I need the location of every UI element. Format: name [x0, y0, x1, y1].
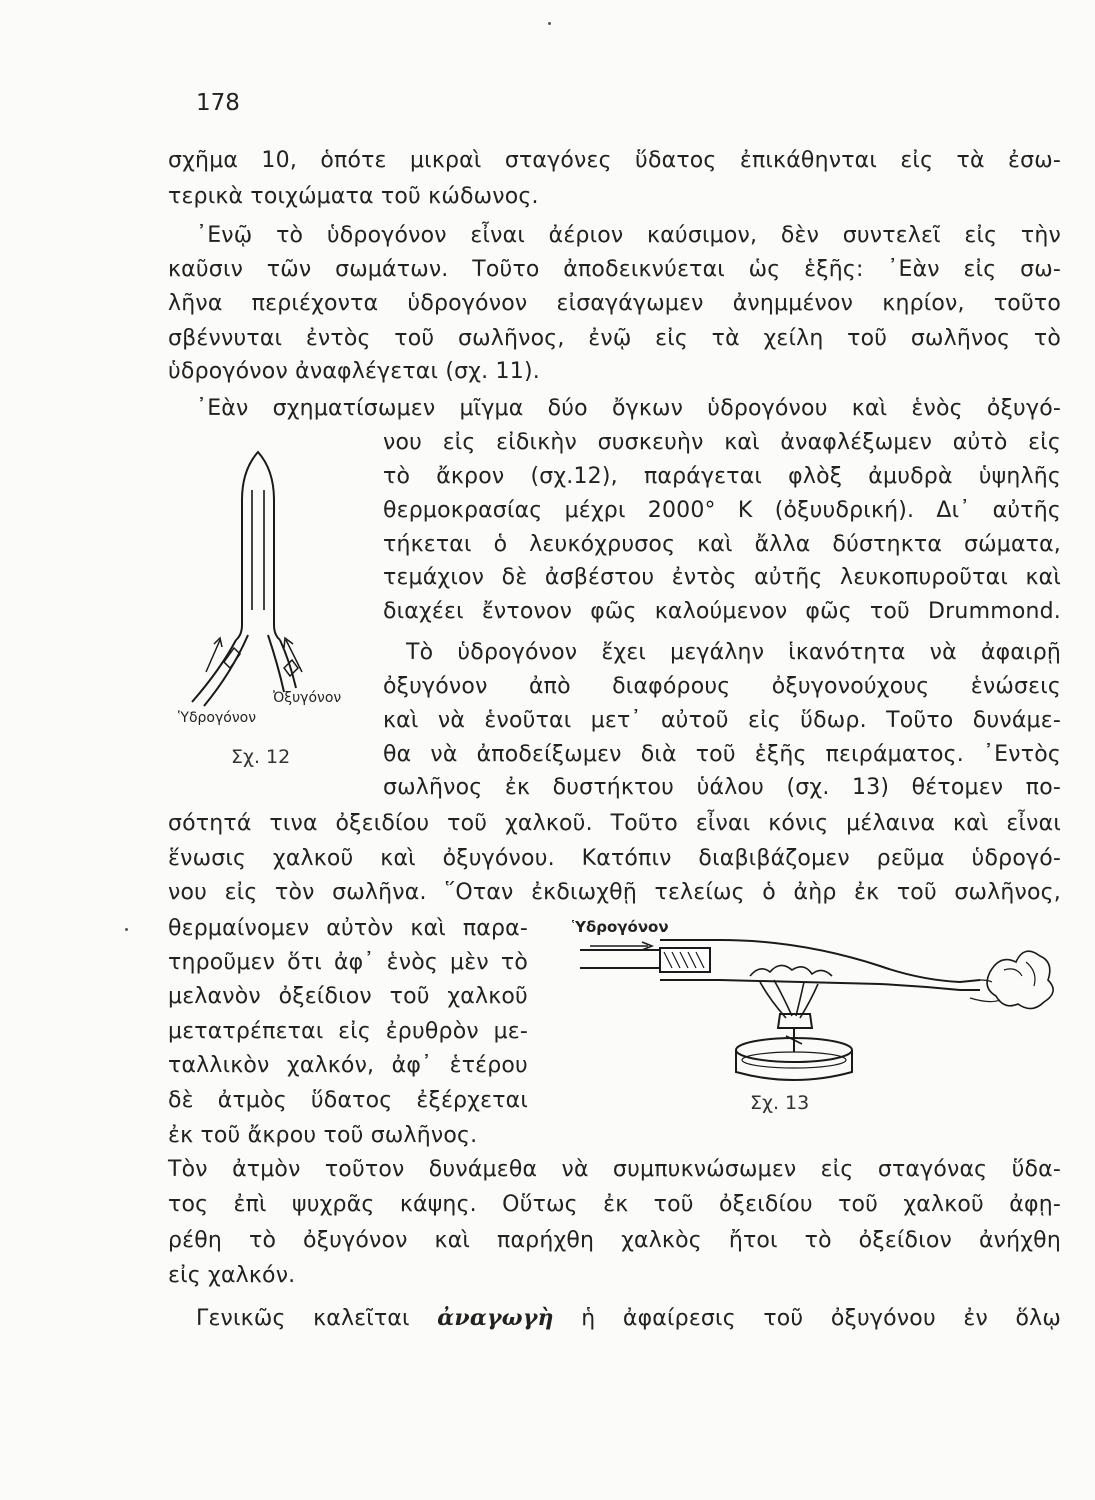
text-line: Τὸ ὑδρογόνον ἔχει μεγάλην ἱκανότητα νὰ ἀφαιρῇ	[406, 640, 1061, 665]
scan-speck	[125, 928, 128, 931]
text-line: θα νὰ ἀποδείξωμεν διὰ τοῦ ἑξῆς πειράματος. ᾿Εντὸς	[383, 742, 1061, 767]
text-line: τὸ ἄκρον (σχ.12), παράγεται φλὸξ ἀμυδρὰ ὑψηλῆς	[383, 464, 1061, 489]
text-line: ἕνωσις χαλκοῦ καὶ ὀξυγόνου. Κατόπιν διαβιβάζομεν ρεῦμα ὑδρογό-	[168, 846, 1061, 871]
text-line: διαχέει ἔντονον φῶς καλούμενον φῶς τοῦ Drummond.	[383, 599, 1061, 624]
copper-oxide	[750, 965, 832, 976]
text-line: τήκεται ὁ λευκόχρυσος καὶ ἄλλα δύστηκτα σώματα,	[383, 532, 1061, 557]
text-line: σχῆμα 10, ὁπότε μικραὶ σταγόνες ὕδατος ἐπικάθηνται εἰς τὰ ἐσω-	[168, 148, 1061, 173]
text-line: σβέννυται ἐντὸς τοῦ σωλῆνος, ἐνῷ εἰς τὰ χείλη τοῦ σωλῆνος τὸ	[168, 326, 1061, 351]
inner-tube	[252, 490, 264, 610]
text-line: θερμαίνομεν αὐτὸν καὶ παρα-	[168, 916, 528, 941]
text-line: τεμάχιον δὲ ἀσβέστου ἐντὸς αὐτῆς λευκοπυροῦται καὶ	[383, 565, 1061, 590]
text-line: τερικὰ τοιχώματα τοῦ κώδωνος.	[168, 184, 539, 209]
text-line: ρέθη τὸ ὀξυγόνον καὶ παρήχθη χαλκὸς ἤτοι τὸ ὀξείδιον ἀνήχθη	[168, 1228, 1061, 1253]
text-run: ἡ ἀφαίρεσις τοῦ ὀξυγόνου ἐν ὅλῳ	[553, 1306, 1061, 1331]
text-line: σότητά τινα ὀξειδίου τοῦ χαλκοῦ. Τοῦτο εἶναι κόνις μέλαινα καὶ εἶναι	[168, 811, 1061, 836]
scan-speck	[548, 22, 551, 25]
page-number: 178	[196, 90, 240, 116]
text-line: Τὸν ἀτμὸν τοῦτον δυνάμεθα νὰ συμπυκνώσωμεν εἰς σταγόνας ὕδα-	[168, 1157, 1061, 1182]
text-line: ταλλικὸν χαλκόν, ἀφ᾿ ἑτέρου	[168, 1053, 528, 1078]
text-line: καὶ νὰ ἑνοῦται μετ᾿ αὐτοῦ εἰς ὕδωρ. Τοῦτο δυνάμε-	[383, 708, 1061, 733]
text-line: ᾿Ενῷ τὸ ὑδρογόνον εἶναι ἀέριον καύσιμον, δὲν συντελεῖ εἰς τὴν	[196, 223, 1061, 248]
text-line: δὲ ἀτμὸς ὕδατος ἐξέρχεται	[168, 1088, 528, 1113]
inlet-tube	[580, 950, 660, 968]
figure-13-label-hydrogen: Ὑδρογόνον	[572, 918, 669, 936]
figure-12-torch	[180, 440, 360, 730]
text-line: εἰς χαλκόν.	[168, 1263, 296, 1288]
text-line: ὑδρογόνον ἀναφλέγεται (σχ. 11).	[168, 359, 540, 384]
figure-13-caption: Σχ. 13	[750, 1092, 810, 1114]
outer-tube	[242, 452, 274, 610]
emphasized-term: ἀναγωγὴ	[437, 1305, 554, 1331]
text-run: Γενικῶς καλεῖται	[196, 1306, 438, 1331]
text-line: λῆνα περιέχοντα ὑδρογόνον εἰσαγάγωμεν ἀνημμένον κηρίον, τοῦτο	[168, 291, 1061, 316]
figure-12-label-oxygen: Ὀξυγόνον	[273, 690, 342, 706]
text-line: ὀξυγόνον ἀπὸ διαφόρους ὀξυγονούχους ἑνώσεις	[383, 674, 1061, 699]
text-line: τος ἐπὶ ψυχρᾶς κάψης. Οὕτως ἐκ τοῦ ὀξειδίου τοῦ χαλκοῦ ἀφῃ-	[168, 1192, 1061, 1217]
text-line	[196, 1303, 1061, 1334]
text-line: τηροῦμεν ὅτι ἀφ᾿ ἑνὸς μὲν τὸ	[168, 950, 528, 975]
figure-12-label-hydrogen: Ὑδρογόνον	[178, 710, 257, 726]
text-line: μετατρέπεται εἰς ἐρυθρὸν με-	[168, 1019, 528, 1044]
steam-cloud	[987, 951, 1053, 1008]
text-line: καῦσιν τῶν σωμάτων. Τοῦτο ἀποδεικνύεται ὡς ἑξῆς: ᾿Εὰν εἰς σω-	[168, 257, 1061, 282]
text-line: ἐκ τοῦ ἄκρου τοῦ σωλῆνος.	[168, 1123, 478, 1148]
text-line: σωλῆνος ἐκ δυστήκτου ὑάλου (σχ. 13) θέτομεν πο-	[383, 775, 1061, 800]
text-line: θερμοκρασίας μέχρι 2000° K (ὀξυυδρική). Δι᾿ αὐτῆς	[383, 498, 1061, 523]
text-line: νου εἰς εἰδικὴν συσκευὴν καὶ ἀναφλέξωμεν αὐτὸ εἰς	[383, 430, 1061, 455]
text-line: μελανὸν ὀξείδιον τοῦ χαλκοῦ	[168, 984, 528, 1009]
figure-12-caption: Σχ. 12	[231, 746, 291, 768]
figure-13-apparatus	[560, 910, 1060, 1090]
text-line: ᾿Εὰν σχηματίσωμεν μῖγμα δύο ὄγκων ὑδρογόνου καὶ ἑνὸς ὀξυγό-	[196, 396, 1061, 421]
text-line: νου εἰς τὸν σωλῆνα. ῞Οταν ἐκδιωχθῇ τελείως ὁ ἀὴρ ἐκ τοῦ σωλῆνος,	[168, 880, 1061, 905]
flame	[760, 980, 818, 1018]
